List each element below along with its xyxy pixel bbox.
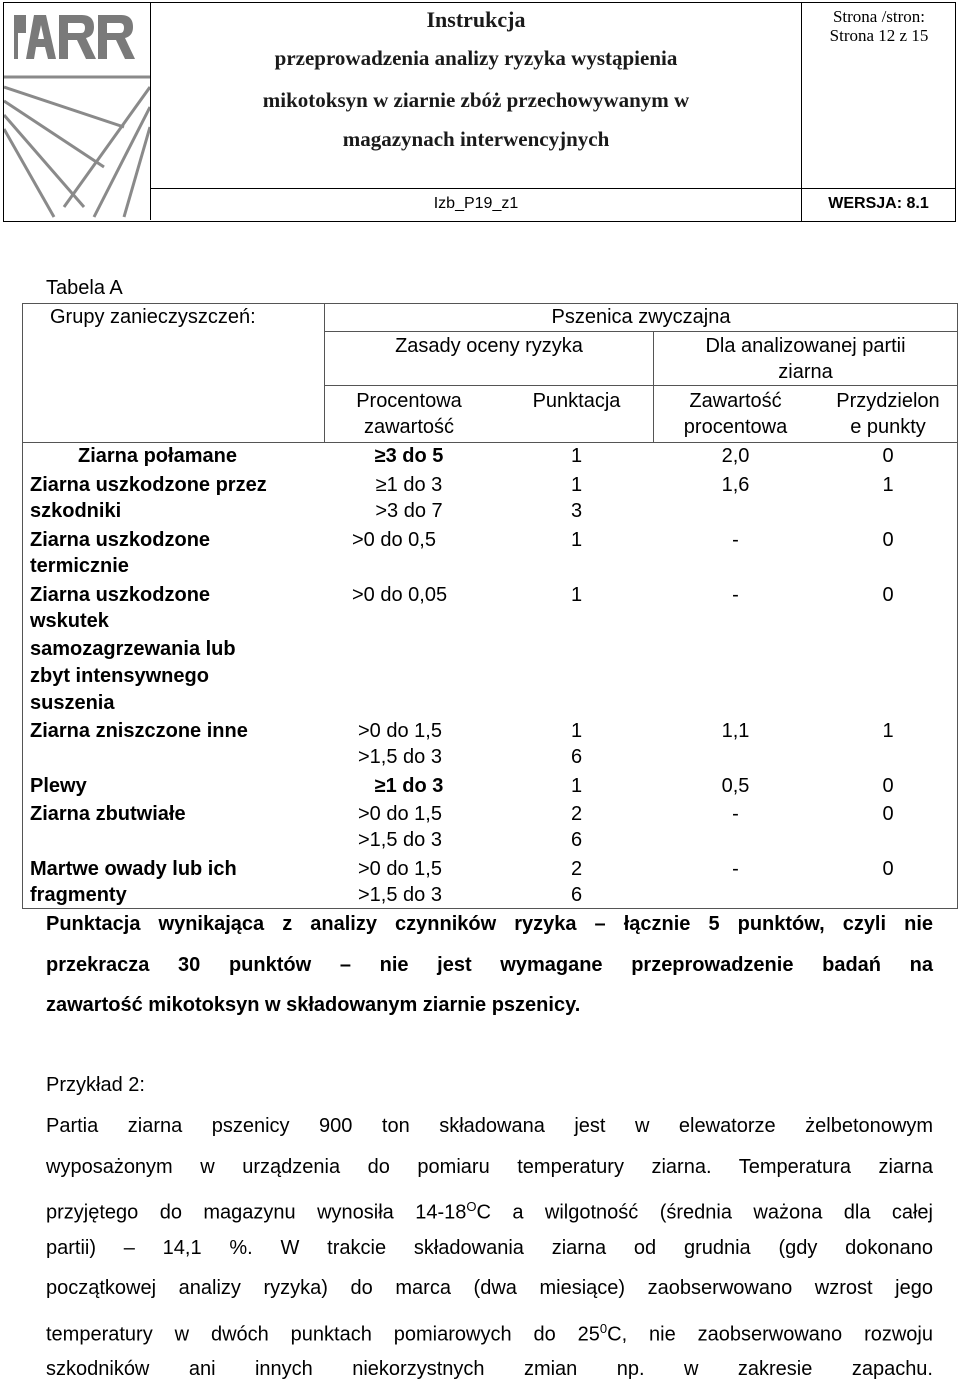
row-range: ≥1 do 3 [375, 474, 443, 496]
col-value: Zawartość [689, 390, 782, 412]
example-line-1: Partia ziarna pszenicy 900 ton składowana jest w elewatorze żelbetonowym [46, 1115, 933, 1137]
row-name: suszenia [30, 692, 115, 714]
row-value: 1,1 [721, 720, 750, 742]
row-name: Ziarna uszkodzone [30, 584, 211, 606]
row-name: Ziarna uszkodzone przez [30, 474, 267, 496]
example-line-7: szkodników ani innych niekorzystnych zmian np. w zakresie zapachu. [46, 1358, 933, 1380]
row-value: 2,0 [721, 445, 750, 467]
col-percent-2: zawartość [363, 416, 455, 438]
table-rule [324, 303, 325, 442]
table-rule [22, 303, 23, 909]
row-points: 1 [570, 775, 583, 797]
degree-sup: O [466, 1199, 477, 1214]
title-line-2: przeprowadzenia analizy ryzyka wystąpienia [274, 46, 678, 70]
row-assigned: 0 [882, 445, 894, 467]
summary-paragraph [46, 904, 933, 1026]
document-title [151, 3, 801, 188]
col-assigned: Przydzielon [836, 390, 940, 412]
row-range: >0 do 1,5 [358, 858, 442, 880]
row-value: 1,6 [721, 474, 750, 496]
row-points: 1 [570, 445, 583, 467]
row-assigned: 1 [882, 474, 894, 496]
row-name: Plewy [30, 775, 87, 797]
example-line-3b: C a wilgotność (średnia ważona dla całej [476, 1201, 933, 1224]
row-name: samozagrzewania lub [30, 638, 236, 660]
row-value: 0,5 [721, 775, 750, 797]
example-line-2: wyposażonym w urządzenia do pomiaru temperatury ziarna. Temperatura ziarna [46, 1155, 933, 1178]
row-name: Ziarna uszkodzone [30, 529, 211, 551]
row-range: >0 do 1,5 [358, 803, 442, 825]
row-range: >1,5 do 3 [358, 884, 442, 906]
degree-sup-2: 0 [599, 1320, 608, 1336]
summary-line-1: Punktacja wynikająca z analizy czynników ryzyka – łącznie 5 punktów, czyli nie [46, 913, 933, 935]
row-name: zbyt intensywnego [30, 665, 209, 687]
table-rule [324, 385, 958, 386]
row-assigned: 1 [882, 720, 894, 742]
crop-header: Pszenica zwyczajna [551, 306, 731, 328]
logo-cell [4, 3, 151, 220]
batch-header-2: ziarna [778, 361, 833, 383]
row-value: - [732, 803, 739, 825]
wheat-field-graphic [4, 67, 150, 219]
row-value: - [732, 584, 739, 606]
table-rule [22, 303, 958, 304]
document-header [3, 2, 956, 222]
row-range: ≥3 do 5 [374, 445, 444, 467]
title-line-4: magazynach interwencyjnych [342, 127, 610, 151]
document-version: WERSJA: 8.1 [828, 195, 929, 212]
example-line-6b: C, nie zaobserwowano rozwoju [607, 1323, 933, 1346]
example-paragraph [46, 1106, 933, 1390]
row-name: termicznie [30, 555, 129, 577]
row-range: >0 do 1,5 [358, 720, 442, 742]
example-line-3a: przyjętego do magazynu wynosiła 14-18 [46, 1201, 467, 1224]
row-name: wskutek [30, 610, 109, 632]
row-points: 1 [570, 584, 583, 606]
row-range: >0 do 0,5 [352, 529, 436, 551]
row-name: fragmenty [30, 884, 127, 906]
page-number-cell [801, 3, 956, 188]
col-percent: Procentowa [356, 390, 462, 412]
example-heading: Przykład 2: [46, 1074, 145, 1096]
col-assigned-2: e punkty [850, 416, 926, 438]
batch-header-1: Dla analizowanej partii [705, 335, 906, 357]
table-rule [957, 303, 958, 909]
row-assigned: 0 [882, 529, 894, 551]
group-header: Grupy zanieczyszczeń: [50, 306, 256, 328]
row-points: 1 [570, 474, 583, 496]
row-range: >1,5 do 3 [358, 746, 442, 768]
row-assigned: 0 [882, 584, 894, 606]
row-name: Ziarna połamane [78, 445, 237, 467]
title-line-3: mikotoksyn w ziarnie zbóż przechowywanym w [262, 88, 690, 112]
row-points: 2 [570, 858, 583, 880]
example-heading-block [46, 1065, 933, 1106]
rules-header: Zasady oceny ryzyka [395, 335, 583, 357]
title-line-1: Instrukcja [426, 7, 526, 32]
row-value: - [732, 529, 739, 551]
example-line-5: początkowej analizy ryzyka) do marca (dwa miesiące) zaobserwowano wzrost jego [46, 1277, 933, 1299]
row-points: 2 [570, 803, 583, 825]
row-points: 3 [570, 500, 583, 522]
row-name: Ziarna zniszczone inne [30, 720, 248, 742]
header-code-row [151, 188, 956, 220]
row-points: 1 [570, 720, 583, 742]
example-line-4: partii) – 14,1 %. W trakcie składowania ziarna od grudnia (gdy dokonano [46, 1236, 933, 1259]
table-caption: Tabela A [46, 277, 123, 299]
table-rule [22, 442, 958, 443]
row-points: 6 [570, 829, 583, 851]
row-name: Ziarna zbutwiałe [30, 803, 186, 825]
row-points: 6 [570, 884, 583, 906]
example-line-3 [46, 1187, 933, 1228]
row-points: 6 [570, 746, 583, 768]
row-assigned: 0 [882, 858, 894, 880]
row-assigned: 0 [882, 803, 894, 825]
row-value: - [732, 858, 739, 880]
col-value-2: procentowa [683, 416, 788, 438]
summary-line-2: przekracza 30 punktów – nie jest wymagane przeprowadzenie badań na [46, 953, 933, 976]
row-range: >1,5 do 3 [358, 829, 442, 851]
row-range: >0 do 0,05 [352, 584, 448, 606]
table-rule [653, 331, 654, 442]
row-range: ≥1 do 3 [374, 775, 444, 797]
summary-line-3: zawartość mikotoksyn w składowanym ziarnie pszenicy. [46, 994, 581, 1016]
table-rule [324, 331, 958, 332]
row-points: 1 [570, 529, 583, 551]
arr-logo [4, 5, 150, 69]
document-code: Izb_P19_z1 [433, 195, 519, 212]
page-label: Strona /stron: [832, 7, 926, 26]
row-name: Martwe owady lub ich [30, 858, 237, 880]
example-line-6 [46, 1309, 933, 1350]
page-value: Strona 12 z 15 [829, 26, 929, 45]
row-range: >3 do 7 [375, 500, 443, 522]
col-points: Punktacja [532, 390, 621, 412]
example-line-6a: temperatury w dwóch punktach pomiarowych do 25 [46, 1323, 600, 1346]
row-assigned: 0 [882, 775, 894, 797]
row-name: szkodniki [30, 500, 122, 522]
